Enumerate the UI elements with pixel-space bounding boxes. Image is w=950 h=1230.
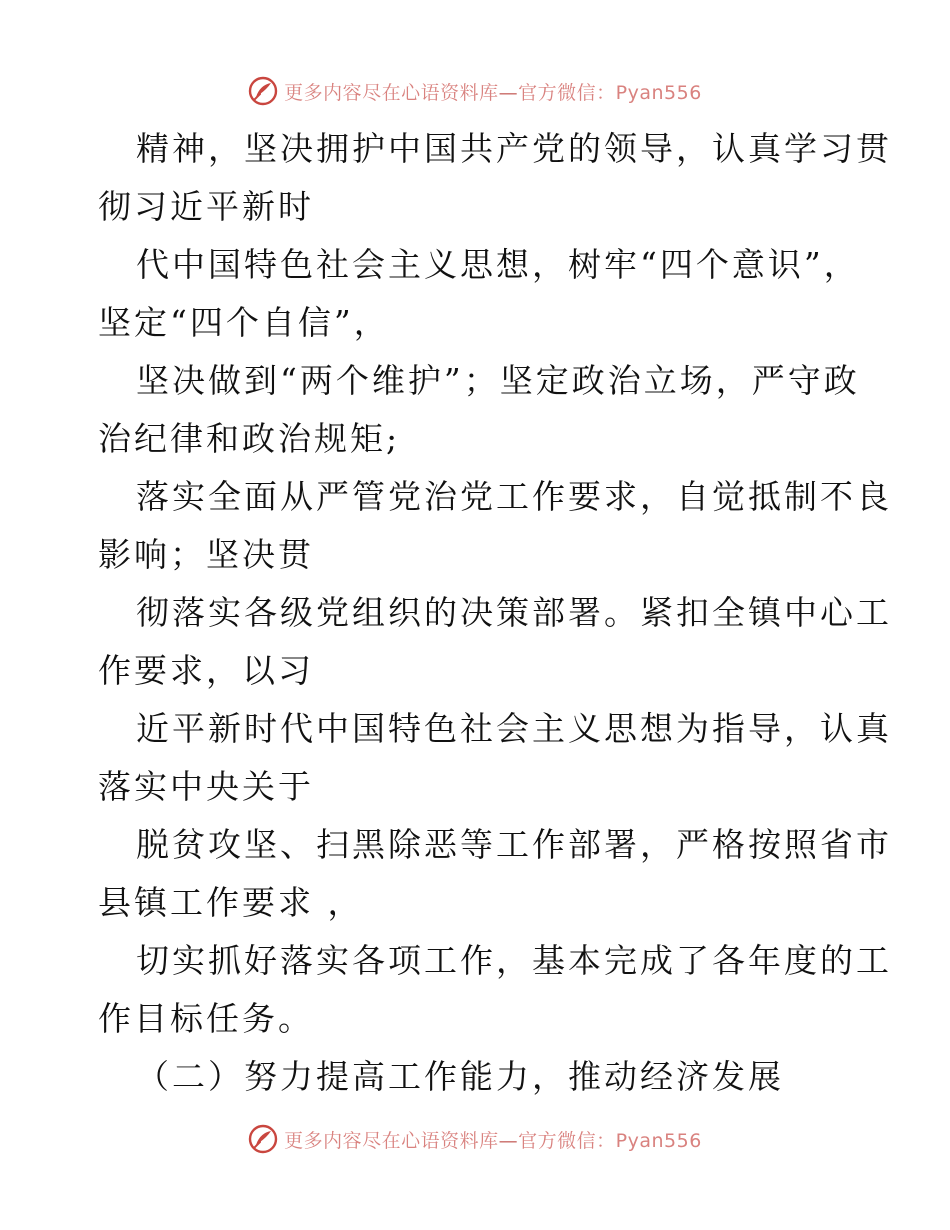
- footer-watermark: [0, 1119, 950, 1159]
- header-watermark: [0, 71, 950, 111]
- section-heading: （二）努力提高工作能力，推动经济发展: [136, 1057, 784, 1096]
- body-line: 县镇工作要求 ，: [98, 883, 364, 922]
- body-line: 落实中央关于: [98, 767, 314, 806]
- watermark-separator: —: [498, 81, 519, 104]
- body-line: 坚定“四个自信”，: [98, 303, 390, 342]
- body-line: 作要求，以习: [98, 651, 314, 690]
- watermark-site-text: 更多内容尽在心语资料库: [284, 1129, 499, 1152]
- body-line: 代中国特色社会主义思想，树牢“四个意识”，: [136, 245, 860, 284]
- watermark-wechat-text: 官方微信：Pyan556: [518, 1129, 702, 1152]
- body-line: 彻习近平新时: [98, 187, 314, 226]
- watermark-wechat-text: 官方微信：Pyan556: [518, 81, 702, 104]
- document-body: [98, 120, 892, 1106]
- body-line: 治纪律和政治规矩;: [98, 419, 401, 458]
- quill-pen-logo-icon: [248, 76, 278, 106]
- body-line: 坚决做到“两个维护”；坚定政治立场，严守政: [136, 361, 860, 400]
- watermark-text: [284, 78, 702, 105]
- body-line: 彻落实各级党组织的决策部署。紧扣全镇中心工: [136, 593, 892, 632]
- body-line: 脱贫攻坚、扫黑除恶等工作部署，严格按照省市: [136, 825, 892, 864]
- body-line: 影响；坚决贯: [98, 535, 314, 574]
- watermark-text: [284, 1126, 702, 1153]
- quill-pen-logo-icon: [248, 1124, 278, 1154]
- watermark-site-text: 更多内容尽在心语资料库: [284, 81, 499, 104]
- body-line: 落实全面从严管党治党工作要求，自觉抵制不良: [136, 477, 892, 516]
- watermark-separator: —: [498, 1129, 519, 1152]
- body-line: 精神，坚决拥护中国共产党的领导，认真学习贯: [136, 129, 892, 168]
- body-line: 近平新时代中国特色社会主义思想为指导，认真: [136, 709, 892, 748]
- body-line: 切实抓好落实各项工作，基本完成了各年度的工: [136, 941, 892, 980]
- body-line: 作目标任务。: [98, 999, 314, 1038]
